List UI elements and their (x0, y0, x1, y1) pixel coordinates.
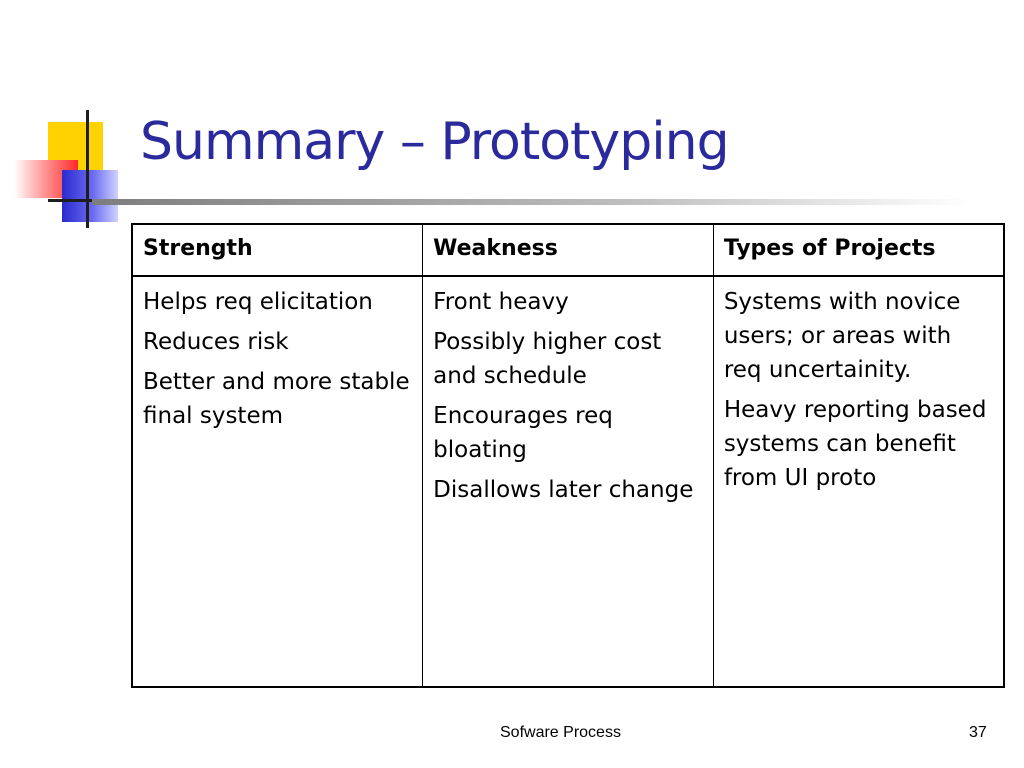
strength-item: Reduces risk (143, 329, 289, 355)
footer-text: Sofware Process (500, 724, 621, 741)
title-underline-rule (92, 199, 972, 205)
weakness-item: Disallows later change (433, 477, 694, 503)
table-row (132, 276, 1004, 687)
table-header-row (132, 224, 1004, 276)
strength-item: Helps req elicitation (143, 289, 373, 315)
header-strength: Strength (132, 224, 423, 276)
summary-table (131, 223, 1005, 688)
weakness-item: Encourages req bloating (433, 403, 613, 463)
header-types-of-projects: Types of Projects (713, 224, 1004, 276)
weakness-cell (423, 276, 714, 687)
slide-title: Summary – Prototyping (140, 112, 729, 172)
types-item: Systems with novice users; or areas with req uncertainity. (723, 289, 961, 383)
types-cell (713, 276, 1004, 687)
page-number: 37 (969, 724, 987, 741)
weakness-item: Possibly higher cost and schedule (433, 329, 662, 389)
logo-vertical-line (86, 110, 89, 228)
types-item: Heavy reporting based systems can benefit from UI proto (723, 397, 987, 491)
strength-cell (132, 276, 423, 687)
strength-item: Better and more stable final system (143, 369, 410, 429)
logo-blue-square (62, 170, 118, 222)
weakness-item: Front heavy (433, 289, 569, 315)
header-weakness: Weakness (423, 224, 714, 276)
